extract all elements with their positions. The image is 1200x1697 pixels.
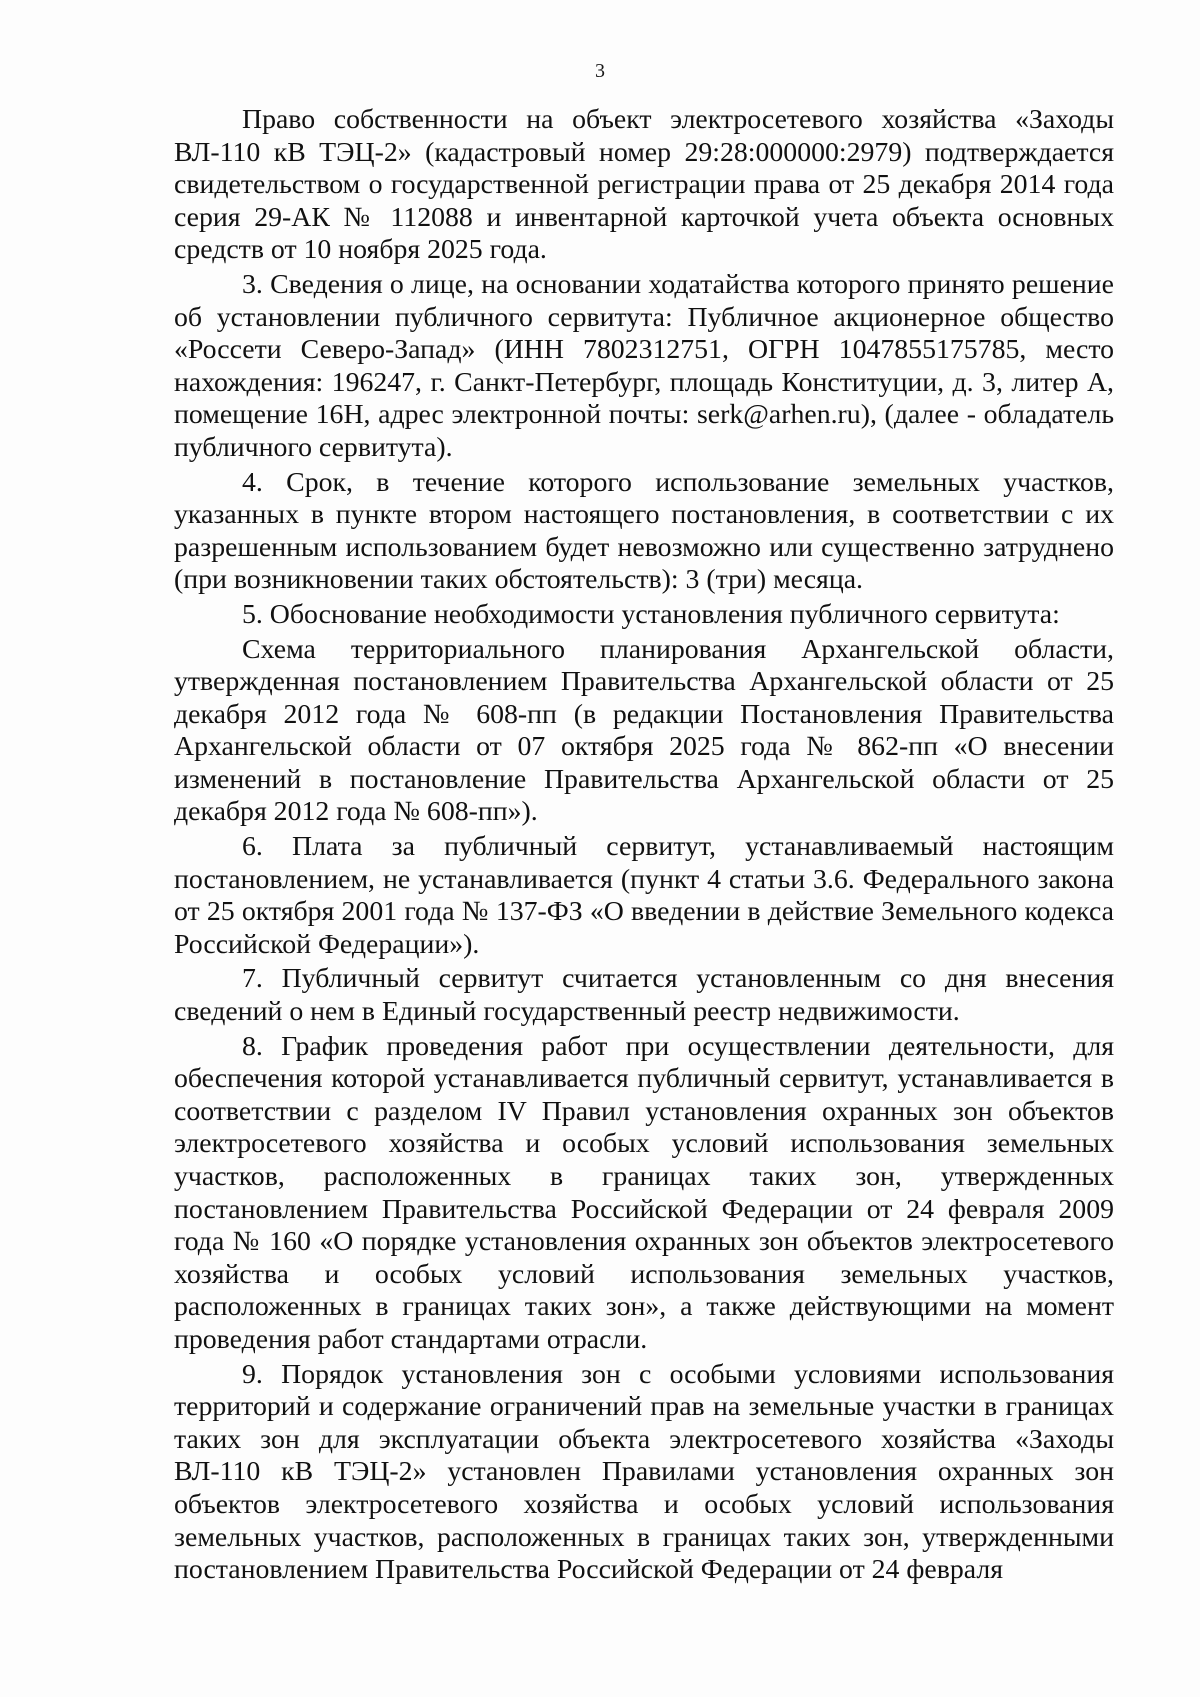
paragraph-6-fee: 6. Плата за публичный сервитут, устанавливаемый настоящим постановлением, не устанавливается (пункт 4 статьи 3.6. Федерального закона от 25 октября 2001 года № 137-ФЗ «О введении в действие Земельного кодекса Российской Федерации»). bbox=[174, 831, 1114, 960]
paragraph-5-justification: 5. Обоснование необходимости установления публичного сервитута: bbox=[242, 598, 1060, 630]
paragraph-8-work-schedule: 8. График проведения работ при осуществлении деятельности, для обеспечения которой устанавливается публичный сервитут, устанавливается в соответствии с разделом IV Правил установления охранных зон объектов электросетевого хозяйства и особых условий использования земельных участков, расположенных в границах таких зон, утвержденных постановлением Правительства Российской Федерации от 24 февраля 2009 года № 160 «О порядке установления охранных зон объектов электросетевого хозяйства и особых условий использования земельных участков, расположенных в границах таких зон», а также действующими на момент проведения работ стандартами отрасли. bbox=[174, 1030, 1114, 1355]
paragraph-3-petitioner-info: 3. Сведения о лице, на основании ходатайства которого принято решение об установлении публичного сервитута: Публичное акционерное общество «Россети Северо-Запад» (ИНН 7802312751, ОГРН 1047855175785, место нахождения: 196247, г. Санкт-Петербург, площадь Конституции, д. 3, литер А, помещение 16Н, адрес электронной почты: serk@arhen.ru), (далее - обладатель публичного сервитута). bbox=[174, 268, 1114, 463]
paragraph-9-zones-procedure: 9. Порядок установления зон с особыми условиями использования территорий и содержание ограничений прав на земельные участки в границах таких зон для эксплуатации объекта электросетевого хозяйства «Заходы ВЛ-110 кВ ТЭЦ-2» установлен Правилами установления охранных зон объектов электросетевого хозяйства и особых условий использования земельных участков, расположенных в границах таких зон, утвержденными постановлением Правительства Российской Федерации от 24 февраля bbox=[174, 1358, 1114, 1586]
paragraph-7-registration: 7. Публичный сервитут считается установленным со дня внесения сведений о нем в Единый государственный реестр недвижимости. bbox=[174, 963, 1114, 1028]
paragraph-5-territorial-scheme: Схема территориального планирования Архангельской области, утвержденная постановлением Правительства Архангельской области от 25 декабря 2012 года № 608-пп (в редакции Постановления Правительства Архангельской области от 07 октября 2025 года № 862-пп «О внесении изменений в постановление Правительства Архангельской области от 25 декабря 2012 года № 608-пп»). bbox=[174, 633, 1114, 828]
page-number: 3 bbox=[595, 60, 605, 82]
paragraph-4-term: 4. Срок, в течение которого использование земельных участков, указанных в пункте втором настоящего постановления, в соответствии с их разрешенным использованием будет невозможно или существенно затруднено (при возникновении таких обстоятельств): 3 (три) месяца. bbox=[174, 466, 1114, 596]
paragraph-ownership: Право собственности на объект электросетевого хозяйства «Заходы ВЛ-110 кВ ТЭЦ-2» (кадастровый номер 29:28:000000:2979) подтверждается свидетельством о государственной регистрации права от 25 декабря 2014 года серия 29-АК № 112088 и инвентарной карточкой учета объекта основных средств от 10 ноября 2025 года. bbox=[174, 104, 1114, 266]
document-body bbox=[174, 104, 1114, 1589]
